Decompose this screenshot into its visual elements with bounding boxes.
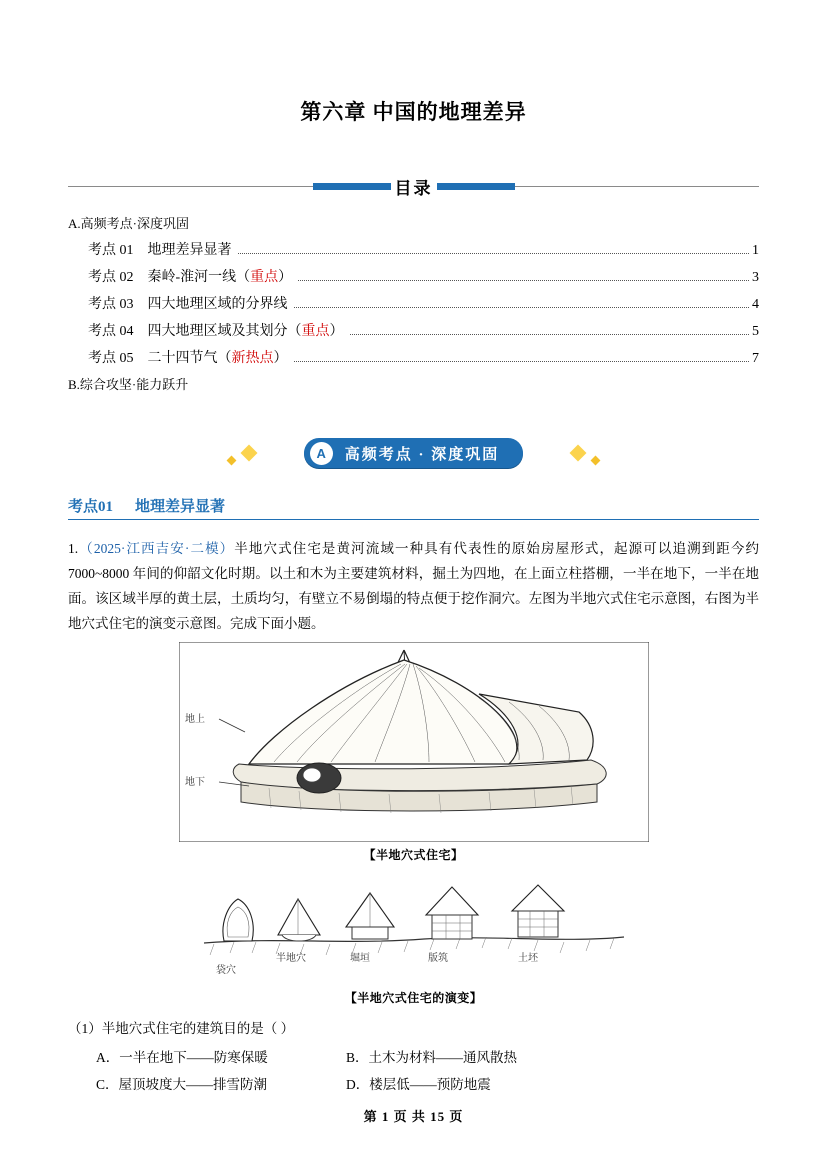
toc-group-b: B.综合攻坚·能力跃升 [68, 377, 189, 392]
toc-item-name-tail: ） [329, 324, 344, 339]
diamond-decoration-right-icon [570, 445, 587, 462]
toc-item-tag: 新热点 [231, 351, 274, 366]
toc-item-no: 考点 05 [88, 351, 134, 366]
question-number: 1. [68, 541, 79, 556]
toc-item-page: 4 [752, 297, 759, 312]
toc-label: 目录 [394, 179, 433, 198]
figure2-label-banzhu: 版筑 [427, 953, 448, 964]
toc-item-02[interactable] [68, 266, 759, 286]
toc-rule-right [515, 186, 760, 187]
toc-bar-right [437, 183, 515, 190]
option-d[interactable]: D．楼层低——预防地震 [346, 1077, 491, 1092]
question-stem [68, 536, 759, 636]
toc-item-page: 7 [752, 351, 759, 366]
toc-item-no: 考点 02 [88, 270, 134, 285]
toc-item-name: 四大地理区域及其划分（ [147, 324, 302, 339]
figure2-label-bandixue: 半地穴 [275, 953, 306, 964]
diamond-decoration-right-small-icon [591, 456, 601, 466]
option-row-1 [96, 1044, 759, 1071]
question-stem-text: 半地穴式住宅是黄河流域一种具有代表性的原始房屋形式，起源可以追溯到距今约 7000~8000 年间的仰韶文化时期。以土和木为主要建筑材料，掘土为四地，在上面立柱搭棚，一半在地下，一半在地面。该区域半厚的黄土层，土质均匀，有壁立不易倒塌的特点便于挖作洞穴。左图为半地穴式住宅示意图，右图为半地穴式住宅的演变示意图。完成下面小题。 [68, 541, 760, 631]
toc-item-tag: 重点 [301, 324, 330, 339]
question-source: （2025·江西吉安·二模） [78, 541, 235, 556]
point-title: 地理差异显著 [135, 499, 226, 515]
sub-question [68, 1016, 759, 1042]
section-banner-label: 高频考点 · 深度巩固 [344, 446, 500, 463]
section-banner [304, 438, 524, 468]
figure2-label-tupi: 土坯 [517, 953, 538, 964]
page-footer: 第 1 页 共 15 页 [363, 1109, 464, 1124]
toc-item-name: 四大地理区域的分界线 [147, 297, 288, 312]
toc-item-01[interactable] [68, 239, 759, 259]
options-list [96, 1044, 759, 1098]
toc-dot-leader [294, 306, 750, 308]
toc-bar-left [313, 183, 391, 190]
toc-banner [0, 174, 827, 199]
point-label: 考点01 [68, 499, 114, 515]
figure2-label-kuyuan: 堀垣 [349, 953, 370, 964]
toc-item-page: 5 [752, 324, 759, 339]
option-b[interactable]: B．土木为材料——通风散热 [346, 1050, 518, 1065]
toc-item-03[interactable] [68, 293, 759, 313]
section-badge: A [310, 442, 333, 465]
toc-rule-left [68, 186, 313, 187]
page-title: 第六章 中国的地理差异 [300, 100, 527, 124]
toc-dot-leader [238, 252, 750, 254]
option-a[interactable]: A．一半在地下——防寒保暖 [96, 1050, 268, 1065]
toc-item-page: 3 [752, 270, 759, 285]
toc-group-a: A.高频考点·深度巩固 [68, 216, 189, 231]
toc-item-name-tail: ） [273, 351, 288, 366]
figure2-label-daixue: 袋穴 [215, 965, 236, 976]
figure-dwelling-evolution [0, 865, 827, 1006]
point-heading [68, 495, 759, 520]
sub-question-text: 半地穴式住宅的建筑目的是（ ） [101, 1021, 295, 1036]
toc-item-name: 秦岭-淮河一线（ [147, 270, 251, 285]
figure1-drawing [179, 642, 649, 842]
option-c[interactable]: C．屋顶坡度大——排雪防潮 [96, 1077, 268, 1092]
section-banner-wrap [0, 431, 827, 475]
toc-item-04[interactable] [68, 320, 759, 340]
toc-item-name: 地理差异显著 [147, 243, 232, 258]
toc-item-name: 二十四节气（ [147, 351, 232, 366]
toc [0, 213, 827, 393]
toc-item-no: 考点 03 [88, 297, 134, 312]
toc-dot-leader [294, 360, 750, 362]
figure1-label-above-ground: 地上 [184, 714, 205, 725]
toc-dot-leader [350, 333, 750, 335]
toc-item-no: 考点 04 [88, 324, 134, 339]
diamond-decoration-left-small-icon [227, 456, 237, 466]
toc-item-page: 1 [752, 243, 759, 258]
toc-item-name-tail: ） [278, 270, 293, 285]
figure1-caption: 【半地穴式住宅】 [363, 848, 464, 862]
diamond-decoration-left-icon [241, 445, 258, 462]
option-row-2 [96, 1071, 759, 1098]
figure2-drawing [194, 865, 634, 985]
toc-item-tag: 重点 [250, 270, 279, 285]
figure2-caption: 【半地穴式住宅的演变】 [344, 991, 483, 1005]
figure-semi-subterranean-dwelling [0, 642, 827, 863]
toc-item-05[interactable] [68, 347, 759, 367]
toc-dot-leader [298, 279, 749, 281]
toc-item-no: 考点 01 [88, 243, 134, 258]
sub-question-number: （1） [68, 1021, 102, 1036]
figure1-label-below-ground: 地下 [184, 777, 205, 788]
